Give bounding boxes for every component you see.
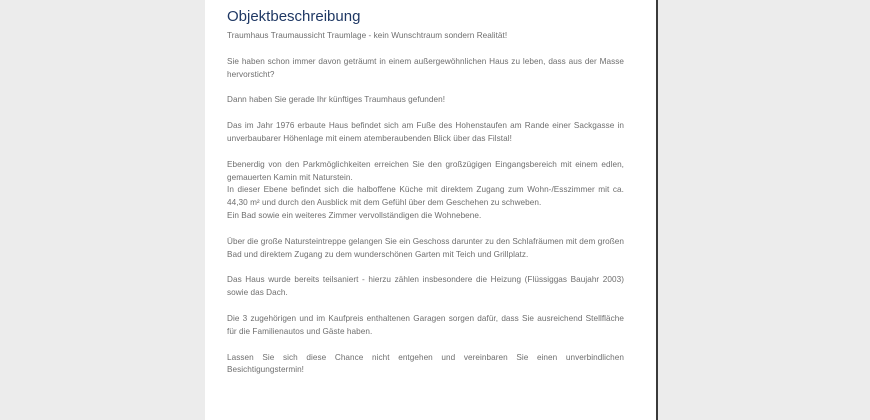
paragraph-closing: [227, 352, 624, 378]
paragraph-line: Das im Jahr 1976 erbaute Haus befindet sich am Fuße des Hohenstaufen am Rande einer Sackgasse in unverbaubarer Höhenlage mit einem atemberaubenden Blick über das Filstal!: [227, 121, 624, 143]
paragraph-ground-floor: [227, 159, 624, 223]
document-title: Objektbeschreibung: [227, 8, 361, 25]
paragraph-intro-question: [227, 56, 624, 82]
paragraph-line: Das Haus wurde bereits teilsaniert - hierzu zählen insbesondere die Heizung (Flüssiggas Baujahr 2003) sowie das Dach.: [227, 275, 624, 298]
paragraph-location: [227, 120, 624, 146]
paragraph-line: Traumhaus Traumaussicht Traumlage - kein Wunschtraum sondern Realität!: [227, 31, 508, 40]
paragraph-intro-answer: [227, 94, 624, 107]
paragraph-lower-floor: [227, 236, 624, 262]
paragraph-tagline: [227, 30, 624, 43]
paragraph-line: Dann haben Sie gerade Ihr künftiges Traumhaus gefunden!: [227, 95, 446, 105]
paragraph-line: Über die große Natursteintreppe gelangen Sie ein Geschoss darunter zu den Schlafräumen mit dem großen Bad und direktem Zugang zu dem wunderschönen Garten mit Teich und Grillplatz.: [227, 236, 624, 259]
paragraph-line: Die 3 zugehörigen und im Kaufpreis enthaltenen Garagen sorgen dafür, dass Sie ausreichend Stellfläche für die Familienautos und Gäste haben.: [227, 313, 624, 336]
paragraph-line: Lassen Sie sich diese Chance nicht entgehen und vereinbaren Sie einen unverbindlichen Besichtigungstermin!: [227, 352, 624, 375]
document-page: [205, 0, 658, 420]
paragraph-line: Ein Bad sowie ein weiteres Zimmer vervollständigen die Wohnebene.: [227, 210, 482, 220]
paragraph-line: Ebenerdig von den Parkmöglichkeiten erreichen Sie den großzügigen Eingangsbereich mit einem edlen, gemauerten Kamin mit Naturstein.: [227, 159, 624, 182]
paragraph-line: Sie haben schon immer davon geträumt in einem außergewöhnlichen Haus zu leben, dass aus der Masse hervorsticht?: [227, 56, 624, 79]
paragraph-line: In dieser Ebene befindet sich die halboffene Küche mit direktem Zugang zum Wohn-/Esszimmer mit ca. 44,30 m² und durch den Ausblick mit dem Gefühl über dem Geschehen zu schweben.: [227, 185, 624, 208]
paragraph-garages: [227, 313, 624, 339]
paragraph-renovation: [227, 274, 624, 300]
